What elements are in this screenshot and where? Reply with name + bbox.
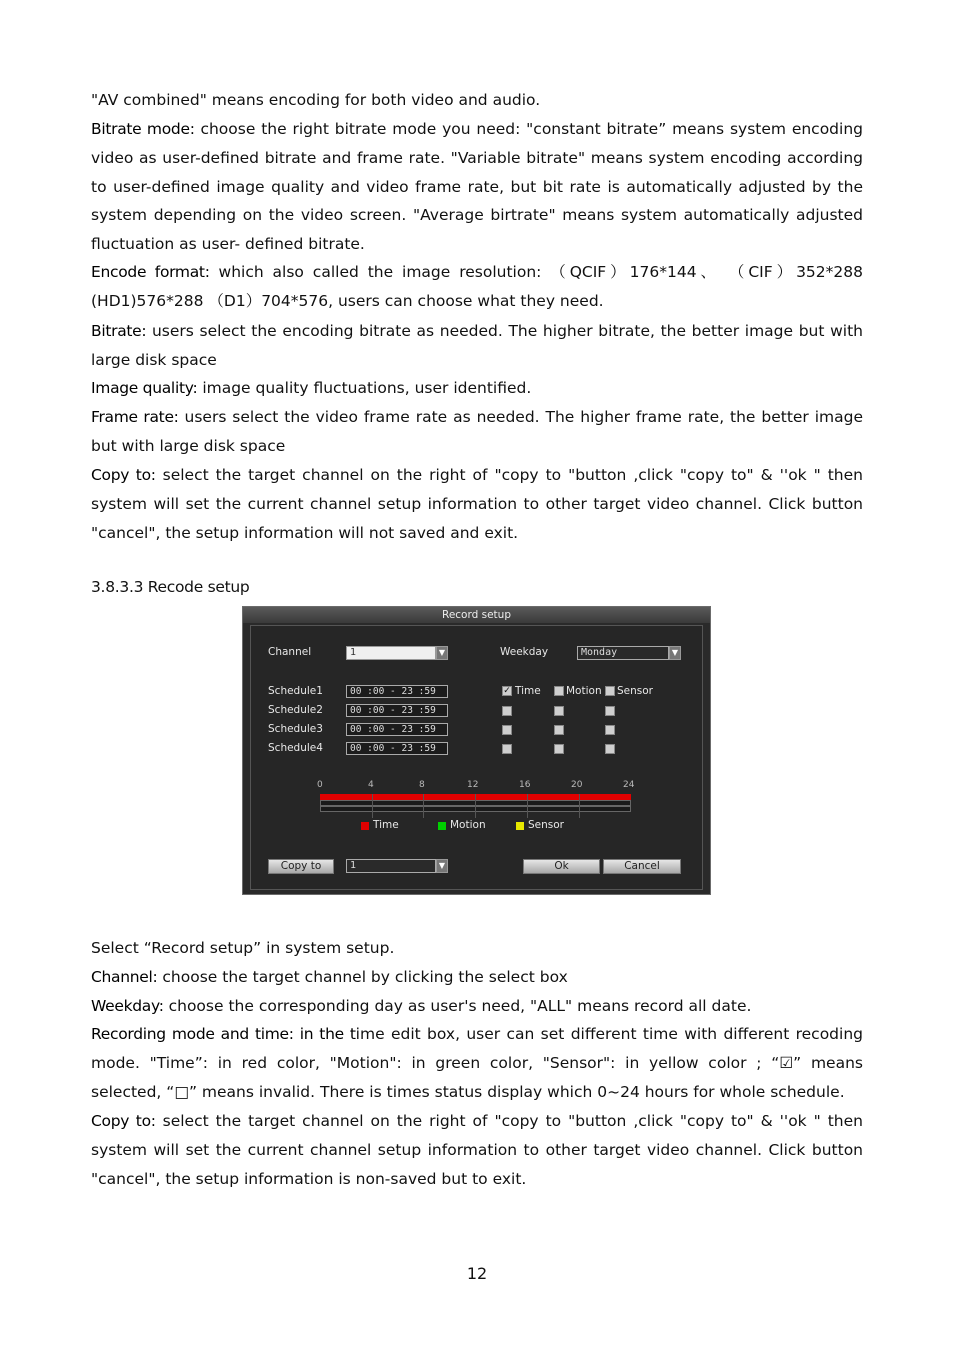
schedule-label: Schedule3 [268,723,323,735]
schedule-label: Schedule4 [268,742,323,754]
channel-label: Channel [268,646,312,658]
paragraph-text: users select the encoding bitrate as needed. The higher bitrate, the better image but with large disk space [91,322,863,369]
ok-button[interactable]: Ok [523,859,600,874]
schedule-label: Schedule2 [268,704,323,716]
column-sensor-label: Sensor [617,685,653,697]
term: Channel: [91,968,158,986]
column-time-label: Time [515,685,541,697]
legend-motion-label: Motion [450,819,486,831]
sensor-checkbox-header[interactable] [605,686,615,696]
legend-motion-swatch [438,822,446,830]
hour-tick-label: 0 [317,780,323,790]
hour-tick-label: 4 [368,780,374,790]
legend-time-label: Time [373,819,399,831]
timeline-divider [475,794,476,818]
hour-tick-label: 12 [467,780,479,790]
weekday-select[interactable]: Monday [577,646,669,660]
paragraph-text: select the target channel on the right of "copy to "button ,click "copy to" & ''ok " then system will set the current channel setup information to other target video channel. Click button "cancel", the setup information is non-saved but to exit. [91,1112,863,1188]
sensor-checkbox[interactable] [605,725,615,735]
term: Recording mode and time: in the t [91,1025,356,1043]
paragraph-text: choose the target channel by clicking the select box [157,968,568,986]
column-motion-label: Motion [566,685,602,697]
paragraph-encode-format [91,258,863,316]
weekday-label: Weekday [500,646,549,658]
paragraph-text: "AV combined" means encoding for both video and audio. [91,91,541,109]
paragraph-image-quality [91,374,863,403]
copy-to-dropdown-icon[interactable]: ▼ [436,859,448,873]
page-number: 12 [466,1264,488,1283]
paragraph-channel [91,963,863,992]
schedule-time-field[interactable]: 00 :00 - 23 :59 [346,704,448,717]
time-checkbox[interactable] [502,725,512,735]
paragraph-text: image quality fluctuations, user identified. [197,379,532,397]
timeline-divider [579,794,580,818]
schedule-time-field[interactable]: 00 :00 - 23 :59 [346,723,448,736]
term: Bitrate: [91,322,147,340]
time-checkbox[interactable] [502,706,512,716]
cancel-button[interactable]: Cancel [603,859,681,874]
paragraph-copy-to-bottom [91,1107,863,1193]
schedule-time-field[interactable]: 00 :00 - 23 :59 [346,742,448,755]
term: Frame rate: [91,408,179,426]
paragraph-text: users select the video frame rate as needed. The higher frame rate, the better image but with large disk space [91,408,863,455]
dialog-title: Record setup [243,607,710,623]
legend-time-swatch [361,822,369,830]
paragraph-recording-mode [91,1020,863,1106]
paragraph-bitrate [91,317,863,375]
hour-tick-label: 20 [571,780,583,790]
legend-sensor-label: Sensor [528,819,564,831]
paragraph-text: which also called the image resolution: （QCIF）176*144、 （CIF）352*288 (HD1)576*288 （D1）704*576, users can choose what they need. [91,263,863,310]
paragraph-bitrate-mode [91,115,863,259]
motion-checkbox[interactable] [554,744,564,754]
sensor-checkbox[interactable] [605,744,615,754]
hour-tick-label: 24 [623,780,635,790]
channel-dropdown-icon[interactable]: ▼ [436,646,448,660]
paragraph-text: choose the corresponding day as user's need, "ALL" means record all date. [163,997,752,1015]
motion-checkbox[interactable] [554,706,564,716]
paragraph-text: select the target channel on the right of "copy to "button ,click "copy to" & ''ok " then system will set the current channel setup information to other target video channel. Click button "cancel", the setup information will not saved and exit. [91,466,863,542]
paragraph-copy-to [91,461,863,547]
paragraph-select-record-setup [91,934,863,963]
hour-tick-label: 8 [419,780,425,790]
time-checkbox[interactable] [502,744,512,754]
paragraph-text: ime edit box, user can set different time with different recoding mode. "Time”: in red color, "Motion": in green color, "Sensor": in yellow color ; “☑” means selected, “□” means invalid. There is times status display which 0~24 hours for whole schedule. [91,1025,863,1101]
timeline-divider [423,794,424,818]
hour-tick-label: 16 [519,780,531,790]
paragraph-text: Select “Record setup” in system setup. [91,939,395,957]
term: Encode format: [91,263,210,281]
weekday-dropdown-icon[interactable]: ▼ [669,646,681,660]
legend-sensor-swatch [516,822,524,830]
term: Copy to: [91,466,156,484]
timeline-divider [372,794,373,818]
record-setup-dialog [242,606,711,895]
term: Bitrate mode: [91,120,195,138]
term: Image quality: [91,379,198,397]
section-heading: 3.8.3.3 Recode setup [91,578,250,596]
copy-to-button[interactable]: Copy to [268,859,334,874]
schedule-timeline [320,794,631,818]
copy-to-select[interactable]: 1 [346,859,436,873]
time-checkbox-header[interactable]: ✓ [503,686,511,696]
schedule-label: Schedule1 [268,685,323,697]
motion-checkbox-header[interactable] [554,686,564,696]
schedule-time-field[interactable]: 00 :00 - 23 :59 [346,685,448,698]
paragraph-frame-rate [91,403,863,461]
term: Copy to: [91,1112,156,1130]
timeline-divider [527,794,528,818]
channel-select[interactable]: 1 [346,646,436,660]
term: Weekday: [91,997,164,1015]
sensor-checkbox[interactable] [605,706,615,716]
paragraph-av-combined [91,86,863,115]
dialog-body [250,625,703,890]
paragraph-weekday [91,992,863,1021]
paragraph-text: choose the right bitrate mode you need: "constant bitrate” means system encoding video as user-defined bitrate and frame rate. "Variable bitrate" means system encoding according to user-defined image quality and video frame rate, but bit rate is automatically adjusted by the system depending on the video screen. "Average birtrate" means system automatically adjusted fluctuation as user- defined bitrate. [91,120,863,254]
motion-checkbox[interactable] [554,725,564,735]
